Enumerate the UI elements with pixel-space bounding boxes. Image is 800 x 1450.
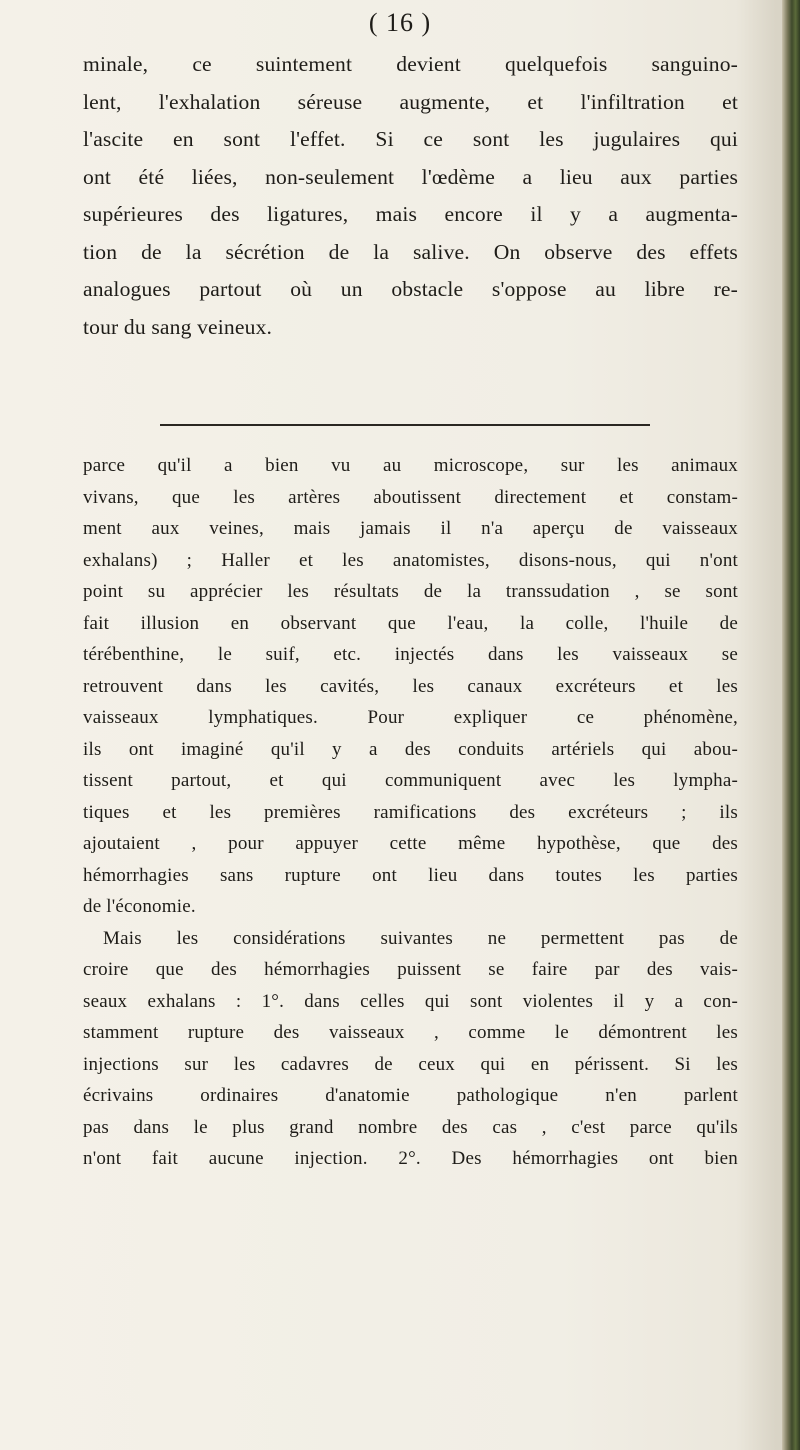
footnote-line: hémorrhagies sans rupture ont lieu dans toutes les parties (83, 864, 738, 886)
footnote-line: stamment rupture des vaisseaux , comme le démontrent les (83, 1022, 738, 1043)
text-line: ont été liées, non-seulement l'œdème a lieu aux parties (83, 164, 738, 189)
footnote-line: exhalans) ; Haller et les anatomistes, disons-nous, qui n'ont (83, 549, 738, 571)
footnote-line: point su apprécier les résultats de la transsudation , se sont (83, 581, 738, 602)
footnote-line: pas dans le plus grand nombre des cas , c'est parce qu'ils (83, 1116, 738, 1138)
footnote-line: vaisseaux lymphatiques. Pour expliquer ce phénomène, (83, 707, 738, 728)
footnote-line: parce qu'il a bien vu au microscope, sur les animaux (83, 455, 738, 476)
footnote-line: tissent partout, et qui communiquent avec les lympha- (83, 770, 738, 791)
footnote-line: n'ont fait aucune injection. 2°. Des hémorrhagies ont bien (83, 1148, 738, 1169)
footnote-line: vivans, que les artères aboutissent directement et constam- (83, 486, 738, 508)
footnote-block (83, 450, 738, 1175)
footnote-line: ils ont imaginé qu'il y a des conduits artériels qui abou- (83, 738, 738, 760)
footnote-line: de l'économie. (83, 896, 196, 917)
page-number: ( 16 ) (368, 8, 432, 37)
footnote-line: injections sur les cadavres de ceux qui en périssent. Si les (83, 1053, 738, 1075)
footnote-line: écrivains ordinaires d'anatomie pathologique n'en parlent (83, 1085, 738, 1106)
footnote-line: Mais les considérations suivantes ne permettent pas de (103, 927, 738, 949)
text-line: minale, ce suintement devient quelquefois sanguino- (83, 52, 738, 76)
text-line: supérieures des ligatures, mais encore il y a augmenta- (83, 202, 738, 226)
book-binding-edge (782, 0, 800, 1450)
footnote-line: croire que des hémorrhagies puissent se faire par des vais- (83, 959, 738, 980)
footnote-separator (160, 424, 650, 426)
footnote-line: seaux exhalans : 1°. dans celles qui sont violentes il y a con- (83, 990, 738, 1012)
text-line: analogues partout où un obstacle s'oppose au libre re- (83, 277, 738, 301)
text-line: tour du sang veineux. (83, 314, 273, 339)
text-line: l'ascite en sont l'effet. Si ce sont les jugulaires qui (83, 127, 738, 151)
text-line: tion de la sécrétion de la salive. On observe des effets (83, 239, 738, 264)
footnote-line: fait illusion en observant que l'eau, la colle, l'huile de (83, 612, 738, 634)
footnote-line: tiques et les premières ramifications des excréteurs ; ils (83, 801, 738, 823)
main-paragraph (83, 46, 738, 346)
footnote-line: ajoutaient , pour appuyer cette même hypothèse, que des (83, 833, 738, 854)
footnote-line: ment aux veines, mais jamais il n'a aperçu de vaisseaux (83, 518, 738, 539)
footnote-line: retrouvent dans les cavités, les canaux excréteurs et les (83, 675, 738, 697)
footnote-line: térébenthine, le suif, etc. injectés dans les vaisseaux se (83, 644, 738, 665)
text-line: lent, l'exhalation séreuse augmente, et l'infiltration et (83, 89, 738, 114)
